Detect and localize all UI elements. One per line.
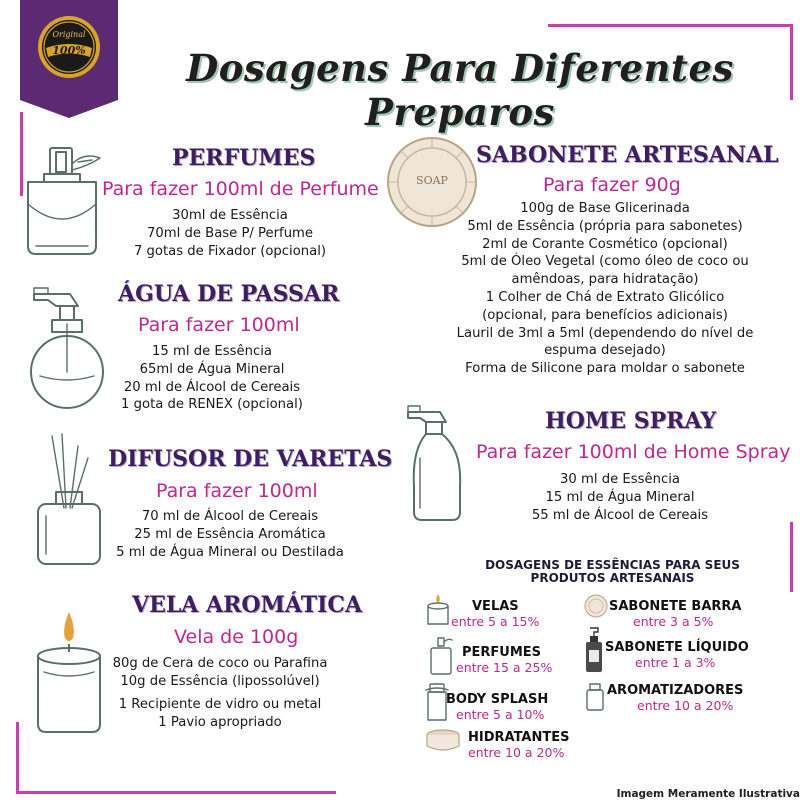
sabonete-line: (opcional, para benefícios adicionais) xyxy=(482,307,728,323)
essencia-range: entre 5 a 15% xyxy=(451,614,540,629)
candle-icon xyxy=(34,606,104,736)
vela-line: 1 Recipiente de vidro ou metal xyxy=(118,697,322,712)
vela-line: 80g de Cera de coco ou Parafina xyxy=(112,656,328,671)
sabonete-line: Forma de Silicone para moldar o sabonete xyxy=(465,361,745,377)
candle-small-icon xyxy=(426,592,450,628)
perfumes-subtitle: Para fazer 100ml de Perfume xyxy=(102,178,379,200)
agua-lines xyxy=(92,343,332,414)
sabonete-line: Lauril de 3ml a 5ml (dependendo do nível de xyxy=(456,325,754,341)
perfumes-line: 70ml de Base P/ Perfume xyxy=(146,225,314,241)
essencia-range: entre 10 a 20% xyxy=(637,698,734,713)
sabonete-lines xyxy=(440,200,770,378)
difusor-lines xyxy=(100,508,360,561)
cream-jar-icon xyxy=(424,728,462,754)
difusor-subtitle: Para fazer 100ml xyxy=(156,480,318,502)
original-badge xyxy=(20,0,118,118)
sabonete-line: 5ml de Essência (própria para sabonetes) xyxy=(467,218,743,234)
frame-line-bottom-left-v xyxy=(16,722,19,794)
badge-top-text: Original xyxy=(52,30,86,39)
sabonete-line: espuma desejado) xyxy=(544,343,666,359)
home-spray-icon xyxy=(404,400,474,526)
vela-lines-2 xyxy=(100,696,340,732)
agua-subtitle: Para fazer 100ml xyxy=(138,314,300,336)
frame-line-right-v xyxy=(790,522,793,592)
vela-title: VELA AROMÁTICA xyxy=(132,592,363,618)
agua-line: 20 ml de Álcool de Cereais xyxy=(123,379,301,395)
perfume-small-icon xyxy=(428,636,454,676)
essencias-title-line: PRODUTOS ARTESANAIS xyxy=(530,571,695,585)
soap-small-icon xyxy=(584,594,608,618)
perfumes-lines xyxy=(110,207,350,260)
agua-line: 15 ml de Essência xyxy=(152,344,272,359)
vela-lines xyxy=(100,655,340,691)
home-spray-title: HOME SPRAY xyxy=(545,408,717,434)
vela-line: 1 Pavio apropriado xyxy=(158,714,282,730)
perfumes-line: 30ml de Essência xyxy=(172,208,288,223)
frame-line-top-right-h xyxy=(548,24,792,27)
vela-subtitle: Vela de 100g xyxy=(174,626,299,648)
perfume-bottle-icon xyxy=(18,142,110,260)
difusor-line: 5 ml de Água Mineral ou Destilada xyxy=(116,544,344,560)
perfumes-line: 7 gotas de Fixador (opcional) xyxy=(133,243,327,259)
essencias-title-line: DOSAGENS DE ESSÊNCIAS PARA SEUS xyxy=(485,558,740,572)
badge-value: 100% xyxy=(52,44,86,57)
agua-title: ÁGUA DE PASSAR xyxy=(118,281,340,307)
page-title: Dosagens Para Diferentes Preparos xyxy=(186,46,734,134)
liquid-soap-icon xyxy=(584,626,604,674)
home-spray-line: 30 ml de Essência xyxy=(560,472,680,487)
sabonete-line: 1 Colher de Chá de Extrato Glicólico xyxy=(485,289,725,305)
home-spray-line: 55 ml de Álcool de Cereais xyxy=(531,507,709,523)
soap-label: SOAP xyxy=(416,174,448,187)
essencia-name: PERFUMES xyxy=(462,645,542,660)
essencia-name: AROMATIZADORES xyxy=(607,683,744,698)
essencia-name: HIDRATANTES xyxy=(468,730,570,745)
aromatizador-icon xyxy=(584,682,606,712)
sabonete-subtitle: Para fazer 90g xyxy=(543,174,681,196)
essencia-name: SABONETE LÍQUIDO xyxy=(605,640,749,655)
vela-line: 10g de Essência (lipossolúvel) xyxy=(120,673,320,689)
home-spray-line: 15 ml de Água Mineral xyxy=(545,489,695,505)
essencia-range: entre 3 a 5% xyxy=(633,614,714,629)
footer-note: Imagem Meramente Ilustrativa xyxy=(616,788,800,800)
difusor-title: DIFUSOR DE VARETAS xyxy=(108,446,393,472)
sabonete-line: 5ml de Óleo Vegetal (como óleo de coco ou xyxy=(461,254,749,270)
perfumes-title: PERFUMES xyxy=(172,145,316,171)
agua-line: 65ml de Água Mineral xyxy=(139,361,285,377)
frame-line-top-right-v xyxy=(790,24,793,100)
sabonete-title: SABONETE ARTESANAL xyxy=(476,142,779,168)
home-spray-lines xyxy=(500,471,740,524)
essencia-name: BODY SPLASH xyxy=(446,692,549,707)
frame-line-bottom-left-h xyxy=(16,791,336,794)
difusor-line: 70 ml de Álcool de Cereais xyxy=(141,509,319,524)
home-spray-subtitle: Para fazer 100ml de Home Spray xyxy=(476,441,791,463)
difusor-line: 25 ml de Essência Aromática xyxy=(134,526,326,542)
essencia-name: SABONETE BARRA xyxy=(609,599,742,614)
reed-diffuser-icon xyxy=(32,432,104,570)
essencia-range: entre 1 a 3% xyxy=(635,655,716,670)
essencia-range: entre 15 a 25% xyxy=(456,660,553,675)
essencia-name: VELAS xyxy=(472,599,519,614)
sabonete-line: 2ml de Corante Cosmético (opcional) xyxy=(482,236,728,252)
essencias-title xyxy=(455,559,770,585)
sabonete-line: 100g de Base Glicerinada xyxy=(520,201,690,216)
sabonete-line: amêndoas, para hidratação) xyxy=(511,272,699,288)
essencia-range: entre 5 a 10% xyxy=(456,707,545,722)
essencia-range: entre 10 a 20% xyxy=(468,745,565,760)
agua-line: 1 gota de RENEX (opcional) xyxy=(121,397,303,413)
